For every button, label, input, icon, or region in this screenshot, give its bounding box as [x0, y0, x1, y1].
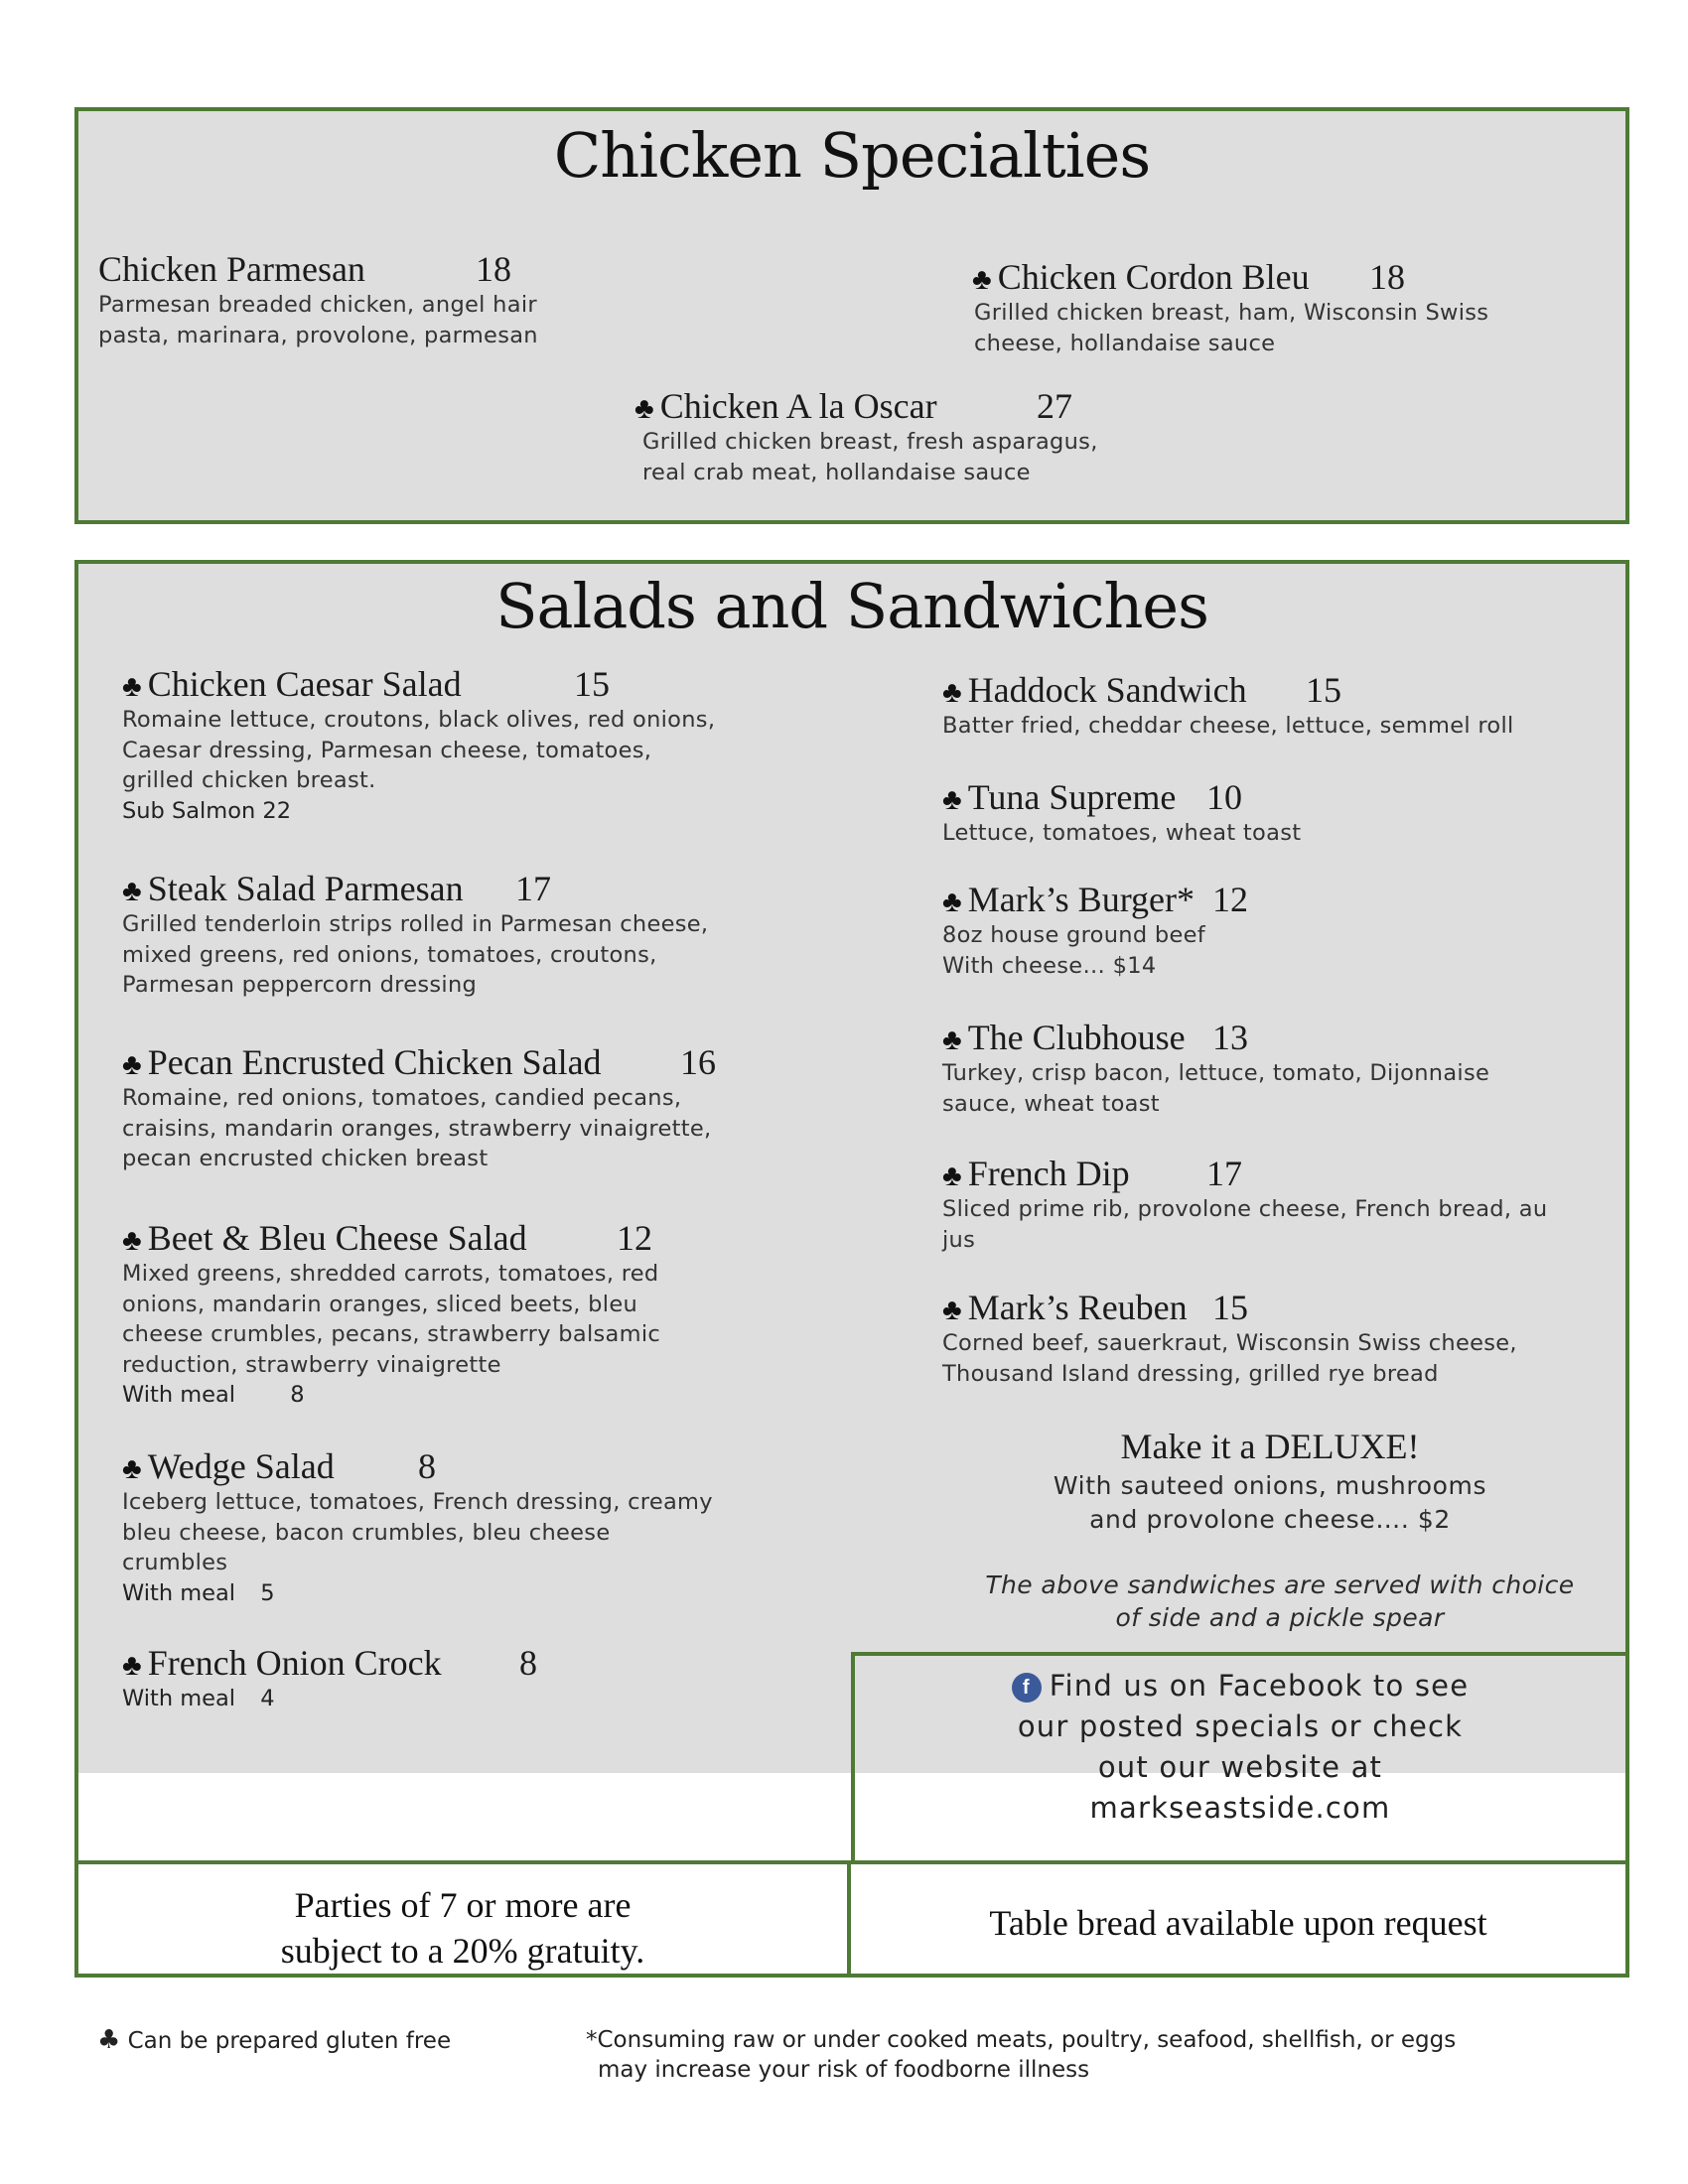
item-name: Tuna Supreme — [967, 777, 1177, 817]
item-description: 8oz house ground beef With cheese… $14 — [942, 922, 1205, 979]
item-price: 17 — [1206, 1154, 1242, 1193]
menu-item-marks-reuben — [942, 1287, 1618, 1389]
item-name: Beet & Bleu Cheese Salad — [147, 1218, 527, 1258]
item-price: 15 — [1212, 1288, 1248, 1327]
item-price: 8 — [418, 1446, 436, 1486]
item-name: Chicken Cordon Bleu — [997, 257, 1310, 297]
clover-icon: ♣ — [972, 263, 992, 296]
clover-icon: ♣ — [942, 886, 962, 918]
item-price: 17 — [515, 869, 551, 908]
menu-item-chicken-parmesan — [98, 248, 694, 350]
clover-icon: ♣ — [942, 1024, 962, 1056]
menu-item-wedge-salad — [122, 1445, 837, 1608]
foodborne-warning: *Consuming raw or under cooked meats, poultry, seafood, shellfish, or eggs may increase your risk of foodborne illness — [586, 2027, 1457, 2083]
clover-icon: ♣ — [122, 1452, 142, 1485]
facebook-text: f Find us on Facebook to see our posted specials or check out our website at markseastside.com — [855, 1666, 1625, 1829]
item-name: Mark’s Burger* — [967, 880, 1195, 919]
item-price: 10 — [1206, 777, 1242, 817]
item-name: Mark’s Reuben — [967, 1288, 1188, 1327]
item-description: Corned beef, sauerkraut, Wisconsin Swiss cheese, Thousand Island dressing, grilled rye bread — [942, 1330, 1517, 1387]
menu-item-tuna-supreme — [942, 776, 1618, 849]
item-price: 15 — [574, 664, 610, 704]
item-extra: With meal 8 — [122, 1382, 305, 1408]
menu-item-marks-burger — [942, 879, 1618, 981]
item-price: 16 — [680, 1042, 716, 1082]
clover-icon: ♣ — [942, 783, 962, 816]
item-description: Romaine, red onions, tomatoes, candied pecans, craisins, mandarin oranges, strawberry vinaigrette, pecan encrusted chicken breast — [122, 1085, 712, 1171]
facebook-box — [851, 1652, 1625, 1866]
item-description: Romaine lettuce, croutons, black olives, red onions, Caesar dressing, Parmesan cheese, tomatoes, grilled chicken breast. — [122, 707, 716, 793]
gluten-free-legend: ♣ Can be prepared gluten free — [97, 2025, 452, 2055]
menu-item-french-onion-crock — [122, 1642, 817, 1714]
clover-icon: ♣ — [122, 670, 142, 703]
item-extra: Sub Salmon 22 — [122, 797, 292, 824]
item-price: 18 — [1369, 257, 1405, 297]
item-description: Batter fried, cheddar cheese, lettuce, semmel roll — [942, 713, 1514, 739]
deluxe-offer — [972, 1426, 1568, 1537]
item-price: 13 — [1212, 1018, 1248, 1057]
item-price: 27 — [1037, 386, 1072, 426]
item-name: Haddock Sandwich — [967, 670, 1247, 710]
item-description: Turkey, crisp bacon, lettuce, tomato, Dijonnaise sauce, wheat toast — [942, 1060, 1490, 1117]
clover-icon: ♣ — [634, 392, 654, 425]
deluxe-line: and provolone cheese…. $2 — [1089, 1505, 1451, 1534]
clover-icon: ♣ — [942, 676, 962, 709]
item-price: 8 — [519, 1643, 537, 1683]
clover-icon: ♣ — [942, 1160, 962, 1192]
section-title: Chicken Specialties — [553, 119, 1151, 192]
item-extra: With meal 5 — [122, 1579, 275, 1606]
menu-item-pecan-encrusted-chicken-salad — [122, 1041, 837, 1174]
facebook-icon[interactable]: f — [1012, 1673, 1042, 1703]
item-description: Grilled chicken breast, fresh asparagus, real crab meat, hollandaise sauce — [642, 429, 1098, 485]
item-price: 18 — [476, 249, 511, 289]
menu-item-chicken-a-la-oscar — [634, 385, 1270, 487]
item-description: Iceberg lettuce, tomatoes, French dressing, creamy bleu cheese, bacon crumbles, bleu cheese crumbles — [122, 1489, 713, 1575]
menu-item-the-clubhouse — [942, 1017, 1618, 1119]
item-name: French Onion Crock — [147, 1643, 442, 1683]
salads-sandwiches-section — [74, 560, 1629, 1864]
section-title: Salads and Sandwiches — [495, 570, 1208, 642]
sandwich-note: The above sandwiches are served with choice of side and a pickle spear — [985, 1570, 1575, 1632]
clover-icon: ♣ — [122, 1224, 142, 1257]
item-description: Grilled chicken breast, ham, Wisconsin Swiss cheese, hollandaise sauce — [974, 300, 1489, 356]
website-link[interactable]: markseastside.com — [1089, 1791, 1391, 1825]
menu-item-beet-bleu-cheese-salad — [122, 1217, 817, 1411]
item-description: Mixed greens, shredded carrots, tomatoes, red onions, mandarin oranges, sliced beets, bleu cheese crumbles, pecans, strawberry balsamic reduction, strawberry vinaigrette — [122, 1261, 661, 1378]
clover-icon: ♣ — [122, 1649, 142, 1682]
menu-item-french-dip — [942, 1153, 1618, 1255]
item-description: Parmesan breaded chicken, angel hair pasta, marinara, provolone, parmesan — [98, 292, 538, 348]
bread-note: Table bread available upon request — [989, 1903, 1487, 1943]
menu-item-steak-salad-parmesan — [122, 868, 817, 1001]
item-description: Sliced prime rib, provolone cheese, French bread, au jus — [942, 1196, 1548, 1253]
item-name: Pecan Encrusted Chicken Salad — [147, 1042, 602, 1082]
item-name: Wedge Salad — [147, 1446, 335, 1486]
clover-icon: ♣ — [122, 875, 142, 907]
menu-item-chicken-cordon-bleu — [972, 256, 1608, 358]
clover-icon: ♣ — [122, 1048, 142, 1081]
item-description: Lettuce, tomatoes, wheat toast — [942, 820, 1302, 846]
notes-row — [74, 1860, 1629, 1978]
item-description: Grilled tenderloin strips rolled in Parmesan cheese, mixed greens, red onions, tomatoes, croutons, Parmesan peppercorn dressing — [122, 911, 709, 998]
item-name: Chicken Caesar Salad — [147, 664, 462, 704]
clover-icon: ♣ — [97, 2025, 121, 2055]
item-name: The Clubhouse — [967, 1018, 1186, 1057]
item-extra: With meal 4 — [122, 1686, 275, 1711]
item-name: French Dip — [967, 1154, 1130, 1193]
clover-icon: ♣ — [942, 1294, 962, 1326]
menu-item-chicken-caesar-salad — [122, 663, 817, 826]
item-price: 15 — [1306, 670, 1341, 710]
gratuity-note: Parties of 7 or more are subject to a 20% gratuity. — [280, 1885, 645, 1971]
item-name: Chicken Parmesan — [98, 249, 365, 289]
deluxe-line: With sauteed onions, mushrooms — [1053, 1471, 1487, 1500]
menu-item-haddock-sandwich — [942, 669, 1618, 742]
item-price: 12 — [617, 1218, 652, 1258]
deluxe-title: Make it a DELUXE! — [1120, 1427, 1420, 1466]
item-name: Chicken A la Oscar — [659, 386, 937, 426]
chicken-specialties-section — [74, 107, 1629, 524]
item-price: 12 — [1212, 880, 1248, 919]
item-name: Steak Salad Parmesan — [147, 869, 464, 908]
